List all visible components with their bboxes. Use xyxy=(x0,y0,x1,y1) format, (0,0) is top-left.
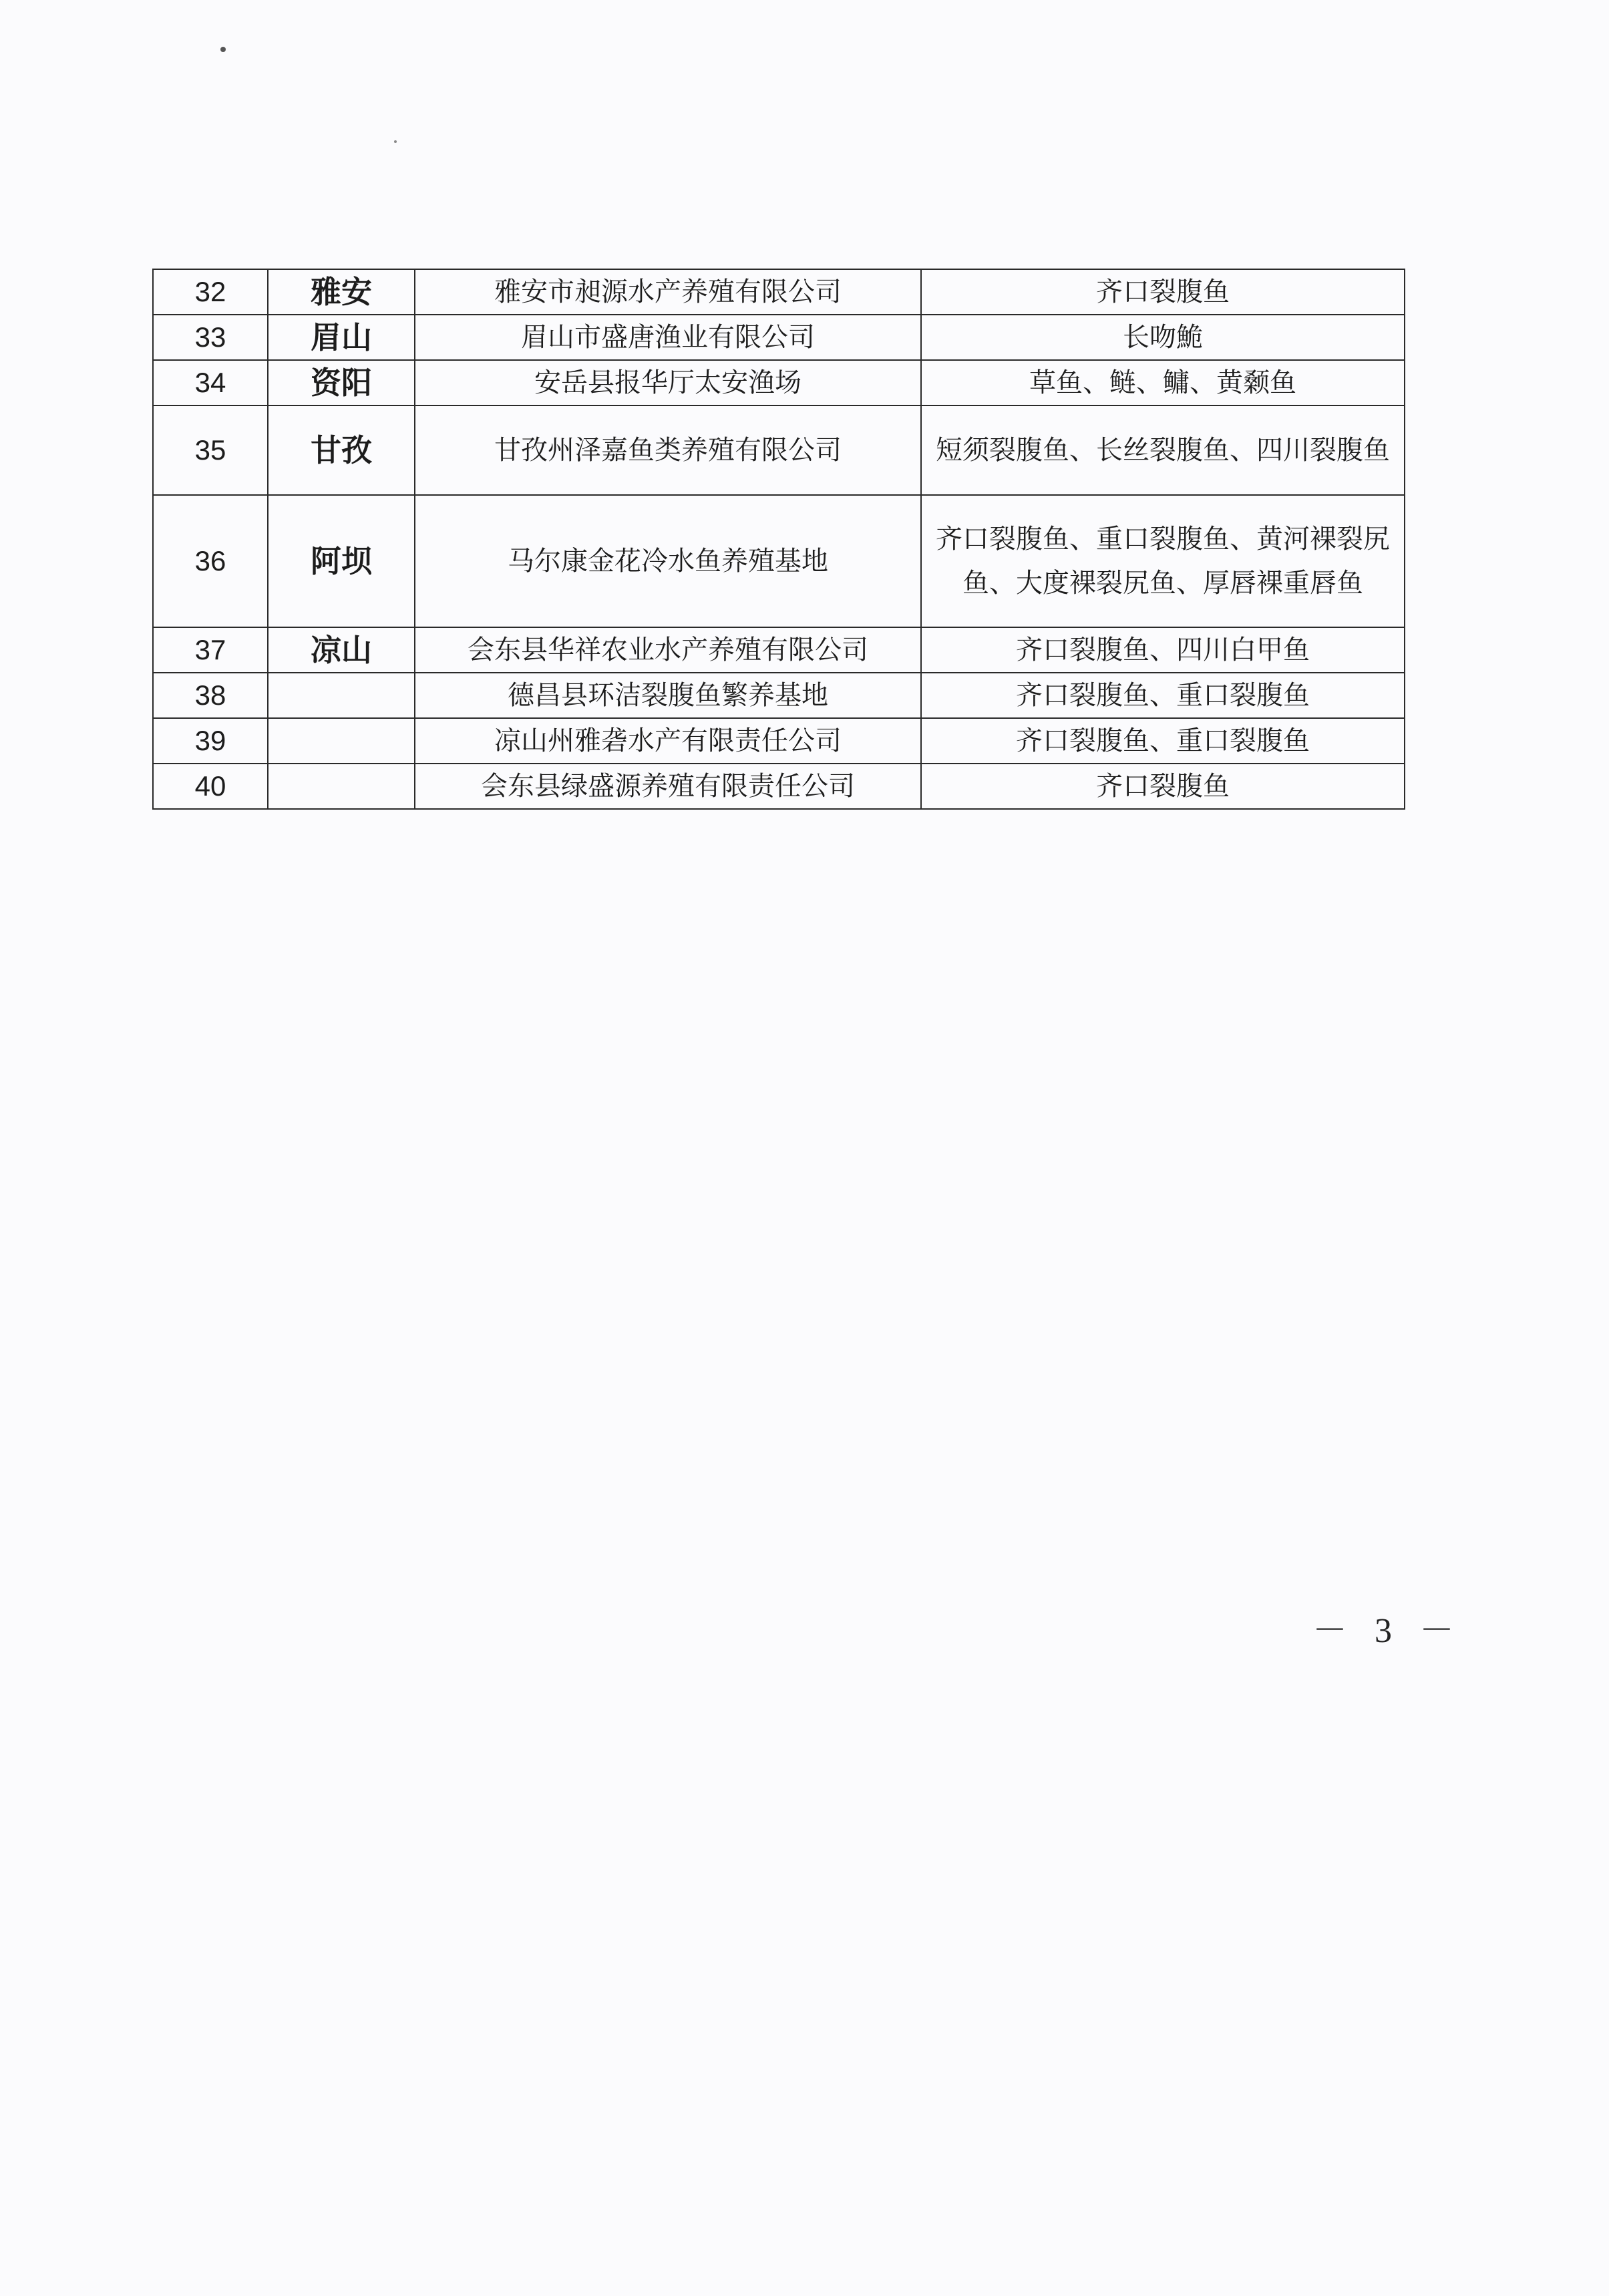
organization-cell: 马尔康金花冷水鱼养殖基地 xyxy=(415,495,921,627)
table-row xyxy=(153,360,1405,405)
organization-cell: 凉山州雅砻水产有限责任公司 xyxy=(415,718,921,764)
species-cell: 齐口裂腹鱼、重口裂腹鱼、黄河裸裂尻鱼、大度裸裂尻鱼、厚唇裸重唇鱼 xyxy=(921,495,1405,627)
species-cell: 齐口裂腹鱼 xyxy=(921,764,1405,809)
row-number: 38 xyxy=(153,673,268,718)
row-number: 33 xyxy=(153,315,268,360)
row-number: 35 xyxy=(153,405,268,495)
region-cell: 资阳 xyxy=(268,360,415,405)
table-row xyxy=(153,673,1405,718)
region-cell xyxy=(268,764,415,809)
organization-cell: 雅安市昶源水产养殖有限公司 xyxy=(415,269,921,315)
page-number: － 3 － xyxy=(1312,1612,1464,1650)
table-row xyxy=(153,495,1405,627)
scan-speck xyxy=(220,47,226,52)
table-row xyxy=(153,764,1405,809)
row-number: 32 xyxy=(153,269,268,315)
organization-cell: 会东县华祥农业水产养殖有限公司 xyxy=(415,627,921,673)
organization-cell: 会东县绿盛源养殖有限责任公司 xyxy=(415,764,921,809)
region-cell: 阿坝 xyxy=(268,495,415,627)
hatchery-table xyxy=(152,269,1405,810)
species-cell: 草鱼、鲢、鳙、黄颡鱼 xyxy=(921,360,1405,405)
table-row xyxy=(153,627,1405,673)
organization-cell: 安岳县报华厅太安渔场 xyxy=(415,360,921,405)
organization-cell: 德昌县环洁裂腹鱼繁养基地 xyxy=(415,673,921,718)
row-number: 37 xyxy=(153,627,268,673)
region-cell: 凉山 xyxy=(268,627,415,673)
row-number: 36 xyxy=(153,495,268,627)
region-cell: 甘孜 xyxy=(268,405,415,495)
scan-speck xyxy=(394,140,397,143)
row-number: 40 xyxy=(153,764,268,809)
row-number: 34 xyxy=(153,360,268,405)
table-row xyxy=(153,718,1405,764)
species-cell: 长吻鮠 xyxy=(921,315,1405,360)
species-cell: 齐口裂腹鱼、四川白甲鱼 xyxy=(921,627,1405,673)
species-cell: 齐口裂腹鱼 xyxy=(921,269,1405,315)
row-number: 39 xyxy=(153,718,268,764)
species-cell: 齐口裂腹鱼、重口裂腹鱼 xyxy=(921,673,1405,718)
region-cell xyxy=(268,673,415,718)
table-row xyxy=(153,269,1405,315)
region-cell: 雅安 xyxy=(268,269,415,315)
organization-cell: 甘孜州泽嘉鱼类养殖有限公司 xyxy=(415,405,921,495)
table-row xyxy=(153,405,1405,495)
region-cell xyxy=(268,718,415,764)
species-cell: 短须裂腹鱼、长丝裂腹鱼、四川裂腹鱼 xyxy=(921,405,1405,495)
region-cell: 眉山 xyxy=(268,315,415,360)
organization-cell: 眉山市盛唐渔业有限公司 xyxy=(415,315,921,360)
table-row xyxy=(153,315,1405,360)
species-cell: 齐口裂腹鱼、重口裂腹鱼 xyxy=(921,718,1405,764)
